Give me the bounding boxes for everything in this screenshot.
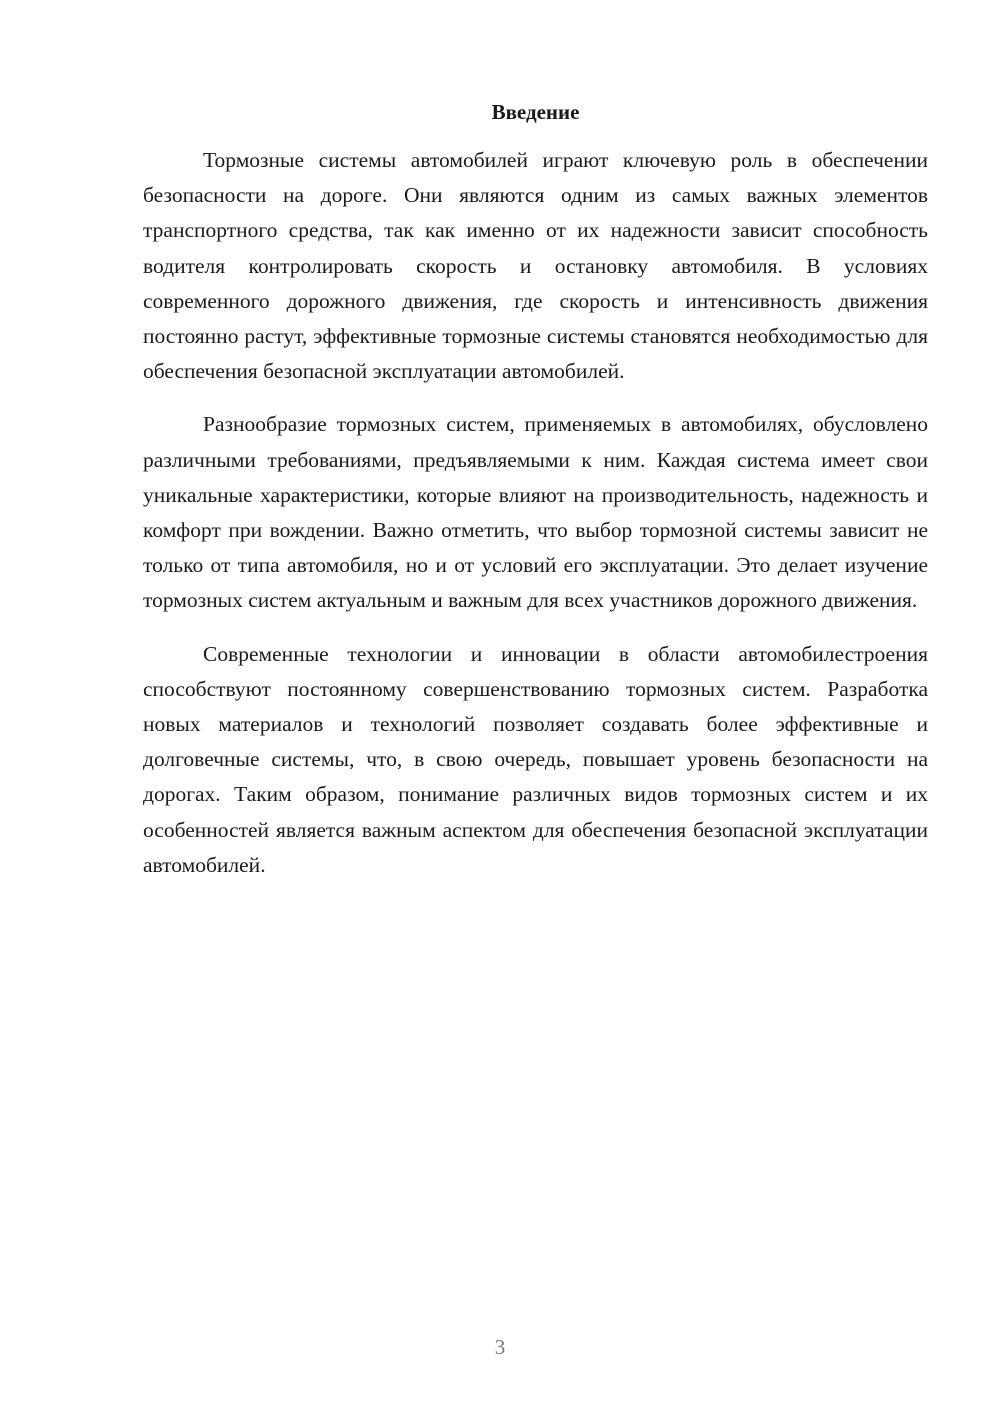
document-body	[143, 143, 928, 901]
paragraph-1: Тормозные системы автомобилей играют ключевую роль в обеспечении безопасности на дороге. Они являются одним из самых важных элементов транспортного средства, так как именно от их надежности зависит способность водителя контролировать скорость и остановку автомобиля. В условиях современного дорожного движения, где скорость и интенсивность движения постоянно растут, эффективные тормозные системы становятся необходимостью для обеспечения безопасной эксплуатации автомобилей.	[143, 148, 928, 384]
paragraph-3: Современные технологии и инновации в области автомобилестроения способствуют постоянному совершенствованию тормозных систем. Разработка новых материалов и технологий позволяет создавать более эффективные и долговечные системы, что, в свою очередь, повышает уровень безопасности на дорогах. Таким образом, понимание различных видов тормозных систем и их особенностей является важным аспектом для обеспечения безопасной эксплуатации автомобилей.	[143, 641, 928, 877]
paragraph-2: Разнообразие тормозных систем, применяемых в автомобилях, обусловлено различными требованиями, предъявляемыми к ним. Каждая система имеет свои уникальные характеристики, которые влияют на производительность, надежность и комфорт при вождении. Важно отметить, что выбор тормозной системы зависит не только от типа автомобиля, но и от условий его эксплуатации. Это делает изучение тормозных систем актуальным и важным для всех участников дорожного движения.	[143, 412, 928, 613]
page-number: 3	[494, 1335, 506, 1359]
page-title: Введение	[491, 100, 580, 124]
